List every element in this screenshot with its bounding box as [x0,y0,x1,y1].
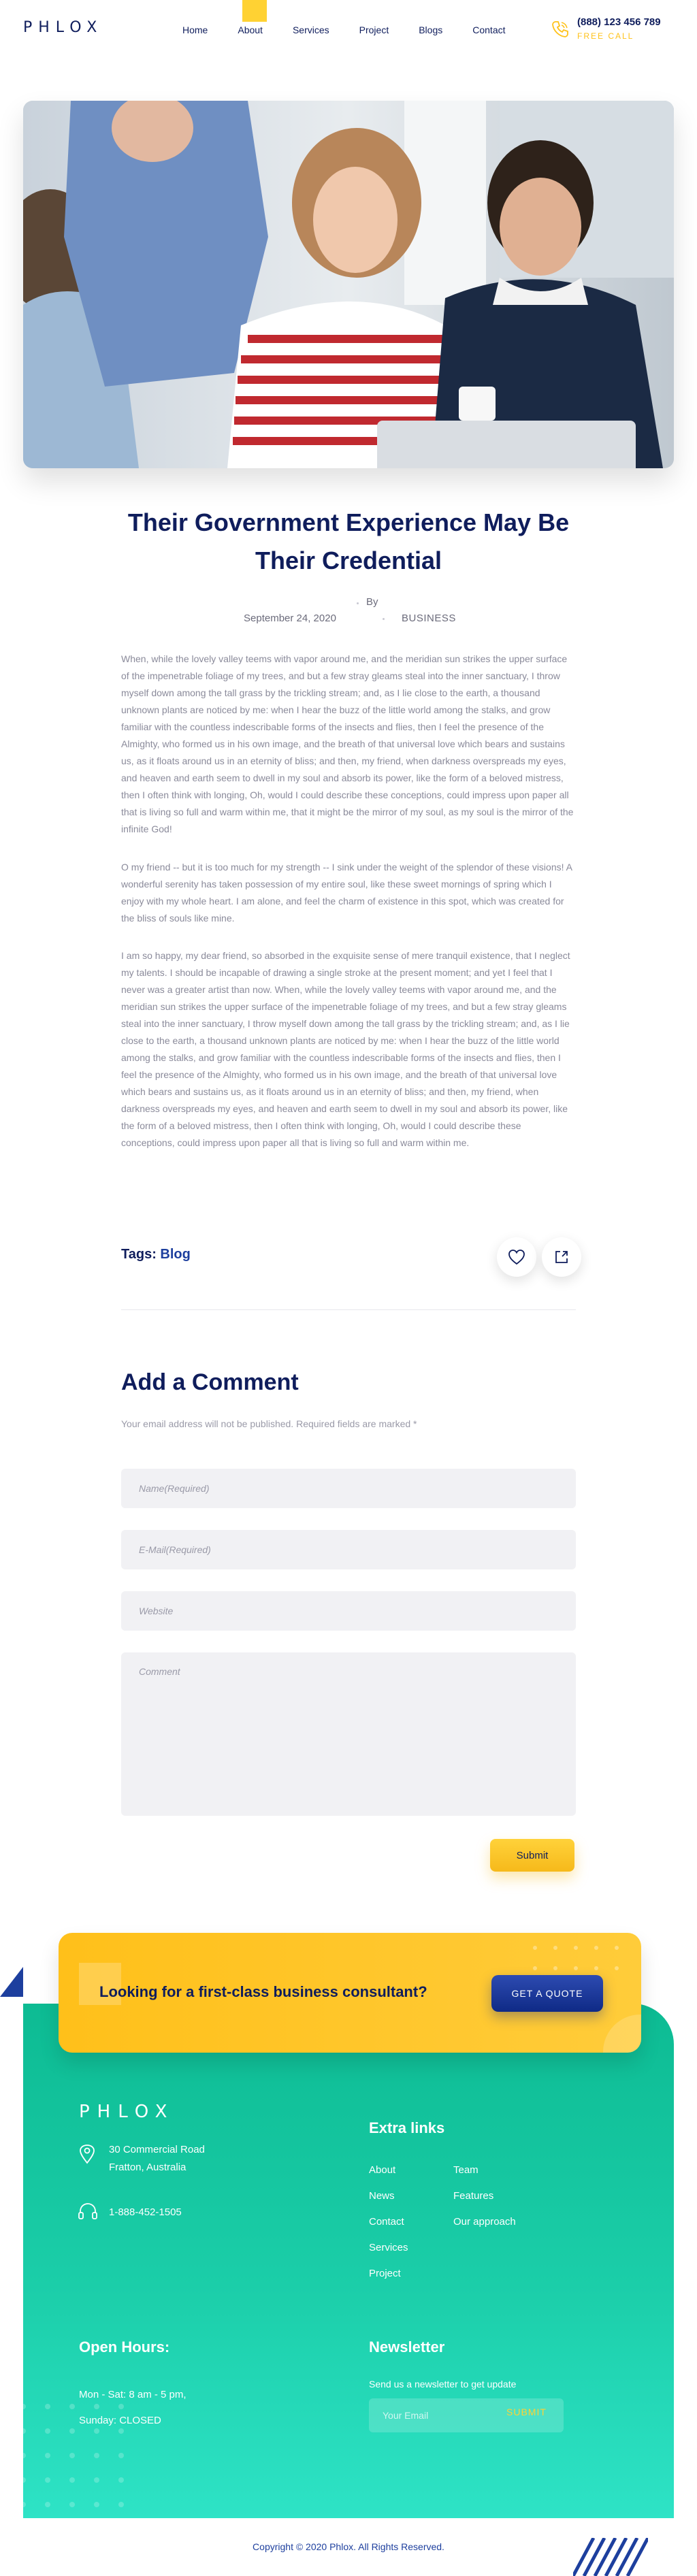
cta-text: Looking for a first-class business consultant? [99,1983,427,2000]
name-field[interactable] [121,1469,576,1508]
footer-phone[interactable]: 1-888-452-1505 [109,2206,182,2218]
header-free-call: FREE CALL [577,31,634,41]
post-hero-image [23,101,674,468]
nav-home[interactable]: Home [182,25,208,35]
website-field[interactable] [121,1591,576,1631]
share-icon [553,1249,570,1265]
footer-link-team[interactable]: Team [453,2164,479,2176]
copyright: Copyright © 2020 Phlox. All Rights Reserved. [253,2541,444,2552]
nav-project[interactable]: Project [359,25,389,35]
post-title: Their Government Experience May Be Their Credential [127,508,570,574]
footer-link-project[interactable]: Project [369,2268,401,2279]
comment-note: Your email address will not be published. Required fields are marked * [121,1418,417,1429]
hours-weekdays: Mon - Sat: 8 am - 5 pm, [79,2389,187,2400]
footer-link-news[interactable]: News [369,2190,395,2202]
post-paragraph-2: O my friend -- but it is too much for my strength -- I sink under the weight of the splendor of these visions! A wonderful serenity has taken possession of my entire soul, like these sweet mornings of spring which I enjoy with my whole heart. I am alone, and feel the charm of existence in this spot, which was created for the bliss of souls like mine. [121,862,572,924]
tags-label: Tags: [121,1247,157,1262]
heart-icon [508,1249,525,1265]
footer-logo[interactable]: PHLOX [79,2102,175,2122]
main-nav [182,25,536,35]
headset-icon [78,2202,98,2221]
nav-blogs[interactable]: Blogs [419,25,443,35]
nav-about[interactable]: About [238,25,263,35]
newsletter-title: Newsletter [369,2338,445,2355]
submit-button[interactable]: Submit [490,1839,574,1872]
comment-field[interactable] [121,1652,576,1816]
hero-photo [23,101,674,468]
footer-address-line1: 30 Commercial Road [109,2144,205,2155]
location-pin-icon [79,2144,95,2164]
section-divider [121,1309,576,1310]
post-tags [121,1247,191,1262]
hours-sunday: Sunday: CLOSED [79,2415,161,2426]
footer-link-services[interactable]: Services [369,2242,408,2253]
site-header [0,0,697,61]
footer-link-about[interactable]: About [369,2164,396,2176]
footer-link-our-approach[interactable]: Our approach [453,2216,516,2228]
tag-link[interactable]: Blog [160,1247,191,1262]
site-logo[interactable]: PHLOX [23,19,103,36]
decorative-triangle [0,1967,23,1997]
header-phone-number: (888) 123 456 789 [577,16,661,28]
get-quote-button[interactable]: GET A QUOTE [491,1975,603,2012]
nav-active-indicator [242,0,267,22]
like-button[interactable] [497,1237,536,1277]
meta-separator [357,602,359,604]
cta-banner [59,1933,641,2053]
newsletter-text: Send us a newsletter to get update [369,2379,517,2390]
newsletter-submit-button[interactable]: SUBMIT [506,2407,547,2417]
meta-separator [383,618,385,620]
open-hours-title: Open Hours: [79,2338,170,2355]
email-field[interactable] [121,1530,576,1569]
nav-services[interactable]: Services [292,25,329,35]
post-category[interactable]: BUSINESS [402,613,456,624]
comment-title: Add a Comment [121,1369,299,1395]
extra-links-title: Extra links [369,2119,445,2136]
footer-background [23,2004,674,2518]
post-paragraph-3: I am so happy, my dear friend, so absorbed in the exquisite sense of mere tranquil existence, that I neglect my talents. I should be incapable of drawing a single stroke at the present moment; and yet I feel that I never was a greater artist than now. When, while the lovely valley teems with vapor around me, and the meridian sun strikes the upper surface of the impenetrable foliage of my trees, and but a few stray gleams steal into the inner sanctuary, I throw myself down among the tall grass by the trickling stream; and, as I lie close to the earth, a thousand unknown plants are noticed by me: when I hear the buzz of the little world among the stalks, and grow familiar with the countless indescribable forms of the insects and flies, then I feel the presence of the Almighty, who formed us in his own image, and the breath of that universal love which bears and sustains us, as it floats around us in an eternity of bliss; and then, my friend, when darkness overspreads my eyes, and heaven and earth seem to dwell in my soul and absorb its power, like the form of a beloved mistress, then I often think with longing, Oh, would I could describe these conceptions, could impress upon paper all that is living so full and warm within me. [121,950,570,1148]
footer-dot-pattern [23,2004,674,2518]
footer-link-features[interactable]: Features [453,2190,494,2202]
footer-address-line2: Fratton, Australia [109,2162,187,2173]
phone-icon [550,19,570,39]
post-paragraph-1: When, while the lovely valley teems with vapor around me, and the meridian sun strikes the upper surface of the impenetrable foliage of my trees, and but a few stray gleams steal into the inner sanctuary, I throw myself down among the tall grass by the trickling stream; and, as I lie close to the earth, a thousand unknown plants are noticed by me: when I hear the buzz of the little world among the stalks, and grow familiar with the countless indescribable forms of the insects and flies, then I feel the presence of the Almighty, who formed us in his own image, and the breath of that universal love which bears and sustains us, as it floats around us in an eternity of bliss; and then, my friend, when darkness overspreads my eyes, and heaven and earth seem to dwell in my soul and absorb its power, like the form of a beloved mistress, then I often think with longing, Oh, would I could describe these conceptions, could impress upon paper all that is living so full and warm within me, that it might be the mirror of my soul, as my soul is the mirror of the infinite God! [121,653,574,834]
post-author: By [366,596,378,608]
share-button[interactable] [542,1237,581,1277]
post-date: September 24, 2020 [244,613,336,624]
nav-contact[interactable]: Contact [472,25,506,35]
cta-decor-circle [603,2015,641,2053]
footer-link-contact[interactable]: Contact [369,2216,404,2228]
